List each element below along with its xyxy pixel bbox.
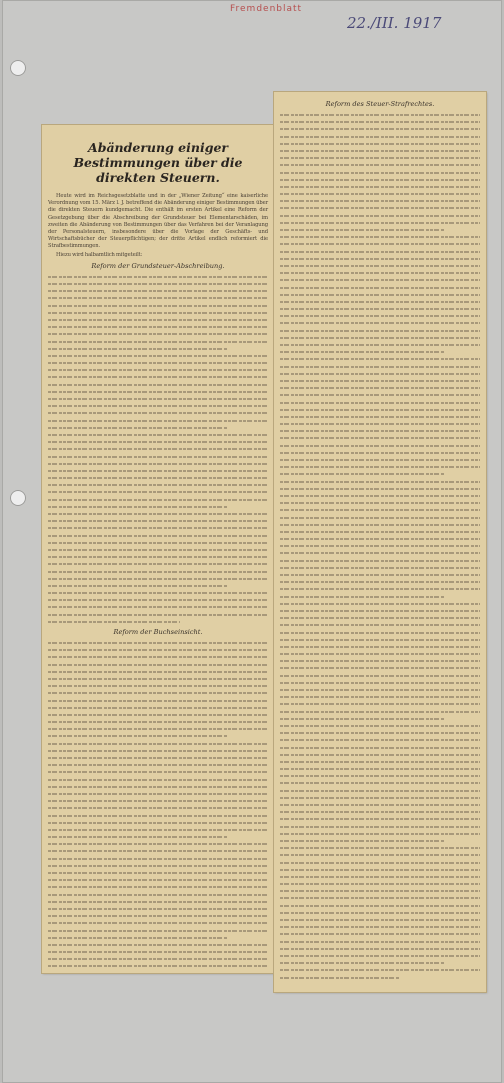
handwritten-date: 22./III. 1917 <box>347 14 442 32</box>
text-line <box>280 585 480 592</box>
text-line <box>48 395 268 402</box>
text-line <box>48 417 268 424</box>
text-line <box>280 399 480 406</box>
text-line <box>48 294 268 301</box>
text-line <box>280 147 480 154</box>
text-line <box>48 539 268 546</box>
text-line <box>48 653 268 660</box>
text-line <box>280 262 480 269</box>
text-line <box>48 941 268 948</box>
text-line <box>280 887 480 894</box>
text-line <box>280 492 480 499</box>
text-line <box>280 930 480 937</box>
text-line <box>48 898 268 905</box>
text-line <box>280 377 480 384</box>
text-line <box>280 355 480 362</box>
text-line <box>280 370 480 377</box>
text-line <box>280 154 480 161</box>
text-line <box>280 916 480 923</box>
text-line <box>48 725 268 732</box>
text-line <box>280 442 480 449</box>
text-line <box>48 273 268 280</box>
text-line <box>280 751 480 758</box>
text-line <box>280 535 480 542</box>
text-line <box>48 445 268 452</box>
text-line <box>48 611 268 618</box>
text-line <box>48 847 268 854</box>
text-line <box>280 859 480 866</box>
text-line <box>48 287 268 294</box>
text-line <box>280 291 480 298</box>
text-line <box>280 219 480 226</box>
text-line <box>280 880 480 887</box>
text-line <box>280 830 480 837</box>
text-line <box>48 905 268 912</box>
text-line <box>280 772 480 779</box>
text-line <box>280 420 480 427</box>
text-line <box>280 118 480 125</box>
text-line <box>48 488 268 495</box>
text-line <box>280 866 480 873</box>
text-line <box>48 697 268 704</box>
newspaper-stamp: Fremdenblatt <box>230 4 303 14</box>
text-line <box>280 521 480 528</box>
text-line <box>48 402 268 409</box>
text-line <box>48 345 228 352</box>
text-line <box>280 636 480 643</box>
text-line <box>48 453 268 460</box>
text-line <box>280 715 444 722</box>
text-line <box>280 248 480 255</box>
text-line <box>48 546 268 553</box>
text-line <box>48 503 228 510</box>
text-line <box>48 876 268 883</box>
text-line <box>280 478 480 485</box>
text-line <box>280 765 480 772</box>
text-line <box>280 169 480 176</box>
text-line <box>48 431 268 438</box>
text-line <box>280 456 480 463</box>
text-line <box>48 373 268 380</box>
text-line <box>280 758 480 765</box>
text-line <box>280 226 444 233</box>
text-line <box>280 514 480 521</box>
text-line <box>48 589 268 596</box>
text-line <box>48 912 268 919</box>
text-line <box>280 621 480 628</box>
text-line <box>280 629 480 636</box>
text-line <box>48 438 268 445</box>
text-line <box>280 470 444 477</box>
text-line <box>48 553 268 560</box>
text-line <box>280 276 480 283</box>
text-line <box>280 794 480 801</box>
text-line <box>48 280 268 287</box>
text-line <box>48 682 268 689</box>
text-line <box>280 578 480 585</box>
text-line <box>48 474 268 481</box>
text-line <box>48 819 268 826</box>
text-line <box>48 797 268 804</box>
text-line <box>280 363 480 370</box>
text-line <box>48 891 268 898</box>
text-line <box>280 125 480 132</box>
text-line <box>48 596 268 603</box>
text-line <box>280 700 480 707</box>
text-line <box>48 761 268 768</box>
text-line <box>280 528 480 535</box>
text-line <box>48 955 268 962</box>
text-line <box>48 675 268 682</box>
section-body-grundsteuer <box>48 273 268 625</box>
text-line <box>280 779 480 786</box>
text-line <box>280 902 480 909</box>
text-line <box>48 862 268 869</box>
text-line <box>280 499 480 506</box>
text-line <box>280 506 480 513</box>
text-line <box>48 330 268 337</box>
text-line <box>48 790 268 797</box>
text-line <box>48 776 268 783</box>
article-intro-tail: Hiezu wird halbamtlich mitgeteilt: <box>56 251 143 258</box>
text-line <box>48 323 268 330</box>
text-line <box>280 801 480 808</box>
section-body-buchseinsicht <box>48 639 268 973</box>
text-line <box>280 348 444 355</box>
text-line <box>280 161 480 168</box>
text-line <box>48 639 268 646</box>
text-line <box>280 197 480 204</box>
text-line <box>48 517 268 524</box>
text-line <box>280 183 480 190</box>
text-line <box>48 948 268 955</box>
text-line <box>280 909 480 916</box>
text-line <box>280 729 480 736</box>
punch-hole-top <box>10 60 26 76</box>
text-line <box>48 927 268 934</box>
text-line <box>280 284 480 291</box>
text-line <box>48 883 268 890</box>
section-heading-buchseinsicht: Reform der Buchseinsicht. <box>113 628 203 637</box>
text-line <box>280 312 480 319</box>
text-line <box>48 388 268 395</box>
text-line <box>280 873 480 880</box>
text-line <box>280 427 480 434</box>
text-line <box>48 668 268 675</box>
text-line <box>48 618 180 625</box>
text-line <box>48 524 268 531</box>
text-line <box>48 804 268 811</box>
clipping-right <box>274 92 486 992</box>
text-line <box>280 974 400 981</box>
text-line <box>48 754 268 761</box>
text-line <box>48 582 228 589</box>
text-line <box>280 255 480 262</box>
text-line <box>280 952 480 959</box>
text-line <box>280 837 444 844</box>
text-line <box>280 305 480 312</box>
section-heading-grundsteuer: Reform der Grundsteuer-Abschreibung. <box>91 261 225 270</box>
text-line <box>280 557 480 564</box>
text-line <box>280 722 480 729</box>
text-line <box>280 564 480 571</box>
text-line <box>48 481 268 488</box>
text-line <box>48 381 268 388</box>
text-line <box>48 532 268 539</box>
text-line <box>48 855 268 862</box>
text-line <box>48 467 268 474</box>
text-line <box>280 744 480 751</box>
archive-sheet <box>2 0 502 1083</box>
text-line <box>280 542 480 549</box>
text-line <box>280 413 480 420</box>
text-line <box>48 316 268 323</box>
text-line <box>48 869 268 876</box>
text-line <box>280 549 480 556</box>
text-line <box>280 708 480 715</box>
text-line <box>280 298 480 305</box>
text-line <box>48 783 268 790</box>
text-line <box>280 945 480 952</box>
text-line <box>280 966 480 973</box>
section-body-strafrecht <box>280 111 480 981</box>
text-line <box>48 460 268 467</box>
text-line <box>48 359 268 366</box>
text-line <box>48 711 268 718</box>
text-line <box>48 424 228 431</box>
text-line <box>48 840 268 847</box>
text-line <box>48 510 268 517</box>
text-line <box>280 111 480 118</box>
text-line <box>48 970 268 973</box>
text-line <box>280 140 480 147</box>
text-line <box>48 740 268 747</box>
text-line <box>280 406 480 413</box>
text-line <box>280 593 444 600</box>
text-line <box>48 309 268 316</box>
text-line <box>280 133 480 140</box>
punch-hole-bottom <box>10 490 26 506</box>
text-line <box>280 391 480 398</box>
text-line <box>280 672 480 679</box>
text-line <box>280 686 480 693</box>
text-line <box>280 815 480 822</box>
text-line <box>280 319 480 326</box>
text-line <box>280 693 480 700</box>
text-line <box>48 575 268 582</box>
text-line <box>48 302 268 309</box>
text-line <box>280 600 480 607</box>
text-line <box>280 657 480 664</box>
clipping-left <box>42 125 274 973</box>
article-intro: Heute wird im Reichsgesetzblatte und in der „Wiener Zeitung“ eine kaiserliche Verordnung vom 15. März l. J. betreffend die Abänderung einiger Bestimmungen über die direkten Steuern kundgemacht. Die enthält im ersten Artikel eine Reform der Gesetzgebung über die Abschreibung der Grundsteuer bei Elementarschäden, im zweiten die Abänderung von Bestimmungen über das Verfahren bei der Veranlagung der Personalsteuern, insbesondere über die Vorlage der Geschäfts- und Wirtschaftsbücher der Steuerpflichtigen; der dritte Artikel endlich reformiert die Strafbestimmungen. <box>48 193 268 250</box>
text-line <box>48 826 268 833</box>
text-line <box>48 919 268 926</box>
article-title: Abänderung einiger Bestimmungen über die direkten Steuern. <box>73 140 243 185</box>
text-line <box>280 449 480 456</box>
text-line <box>280 334 480 341</box>
text-line <box>280 571 480 578</box>
text-line <box>48 962 268 969</box>
text-line <box>280 787 480 794</box>
text-line <box>48 338 268 345</box>
text-line <box>280 463 480 470</box>
text-line <box>48 718 268 725</box>
text-line <box>280 894 480 901</box>
text-line <box>280 808 480 815</box>
text-line <box>280 233 480 240</box>
text-line <box>280 923 480 930</box>
text-line <box>48 689 268 696</box>
text-line <box>48 646 268 653</box>
text-line <box>48 812 268 819</box>
text-line <box>280 327 480 334</box>
text-line <box>280 341 480 348</box>
text-line <box>48 496 268 503</box>
text-line <box>280 679 480 686</box>
text-line <box>48 352 268 359</box>
text-line <box>48 560 268 567</box>
section-heading-strafrecht: Reform des Steuer-Strafrechtes. <box>325 100 435 108</box>
text-line <box>280 938 480 945</box>
text-line <box>280 607 480 614</box>
text-line <box>280 664 480 671</box>
text-line <box>48 704 268 711</box>
text-line <box>280 269 480 276</box>
text-line <box>280 240 480 247</box>
text-line <box>280 212 480 219</box>
text-line <box>280 851 480 858</box>
text-line <box>48 366 268 373</box>
text-line <box>48 747 268 754</box>
text-line <box>48 833 228 840</box>
text-line <box>280 204 480 211</box>
text-line <box>48 768 268 775</box>
text-line <box>280 176 480 183</box>
text-line <box>280 844 480 851</box>
text-line <box>280 384 480 391</box>
text-line <box>48 934 228 941</box>
text-line <box>280 614 480 621</box>
text-line <box>280 190 480 197</box>
text-line <box>280 643 480 650</box>
text-line <box>280 485 480 492</box>
text-line <box>280 650 480 657</box>
text-line <box>280 434 480 441</box>
text-line <box>280 959 444 966</box>
text-line <box>48 732 228 739</box>
text-line <box>48 568 268 575</box>
text-line <box>48 409 268 416</box>
text-line <box>48 661 268 668</box>
text-line <box>280 823 480 830</box>
text-line <box>48 603 268 610</box>
text-line <box>280 736 480 743</box>
